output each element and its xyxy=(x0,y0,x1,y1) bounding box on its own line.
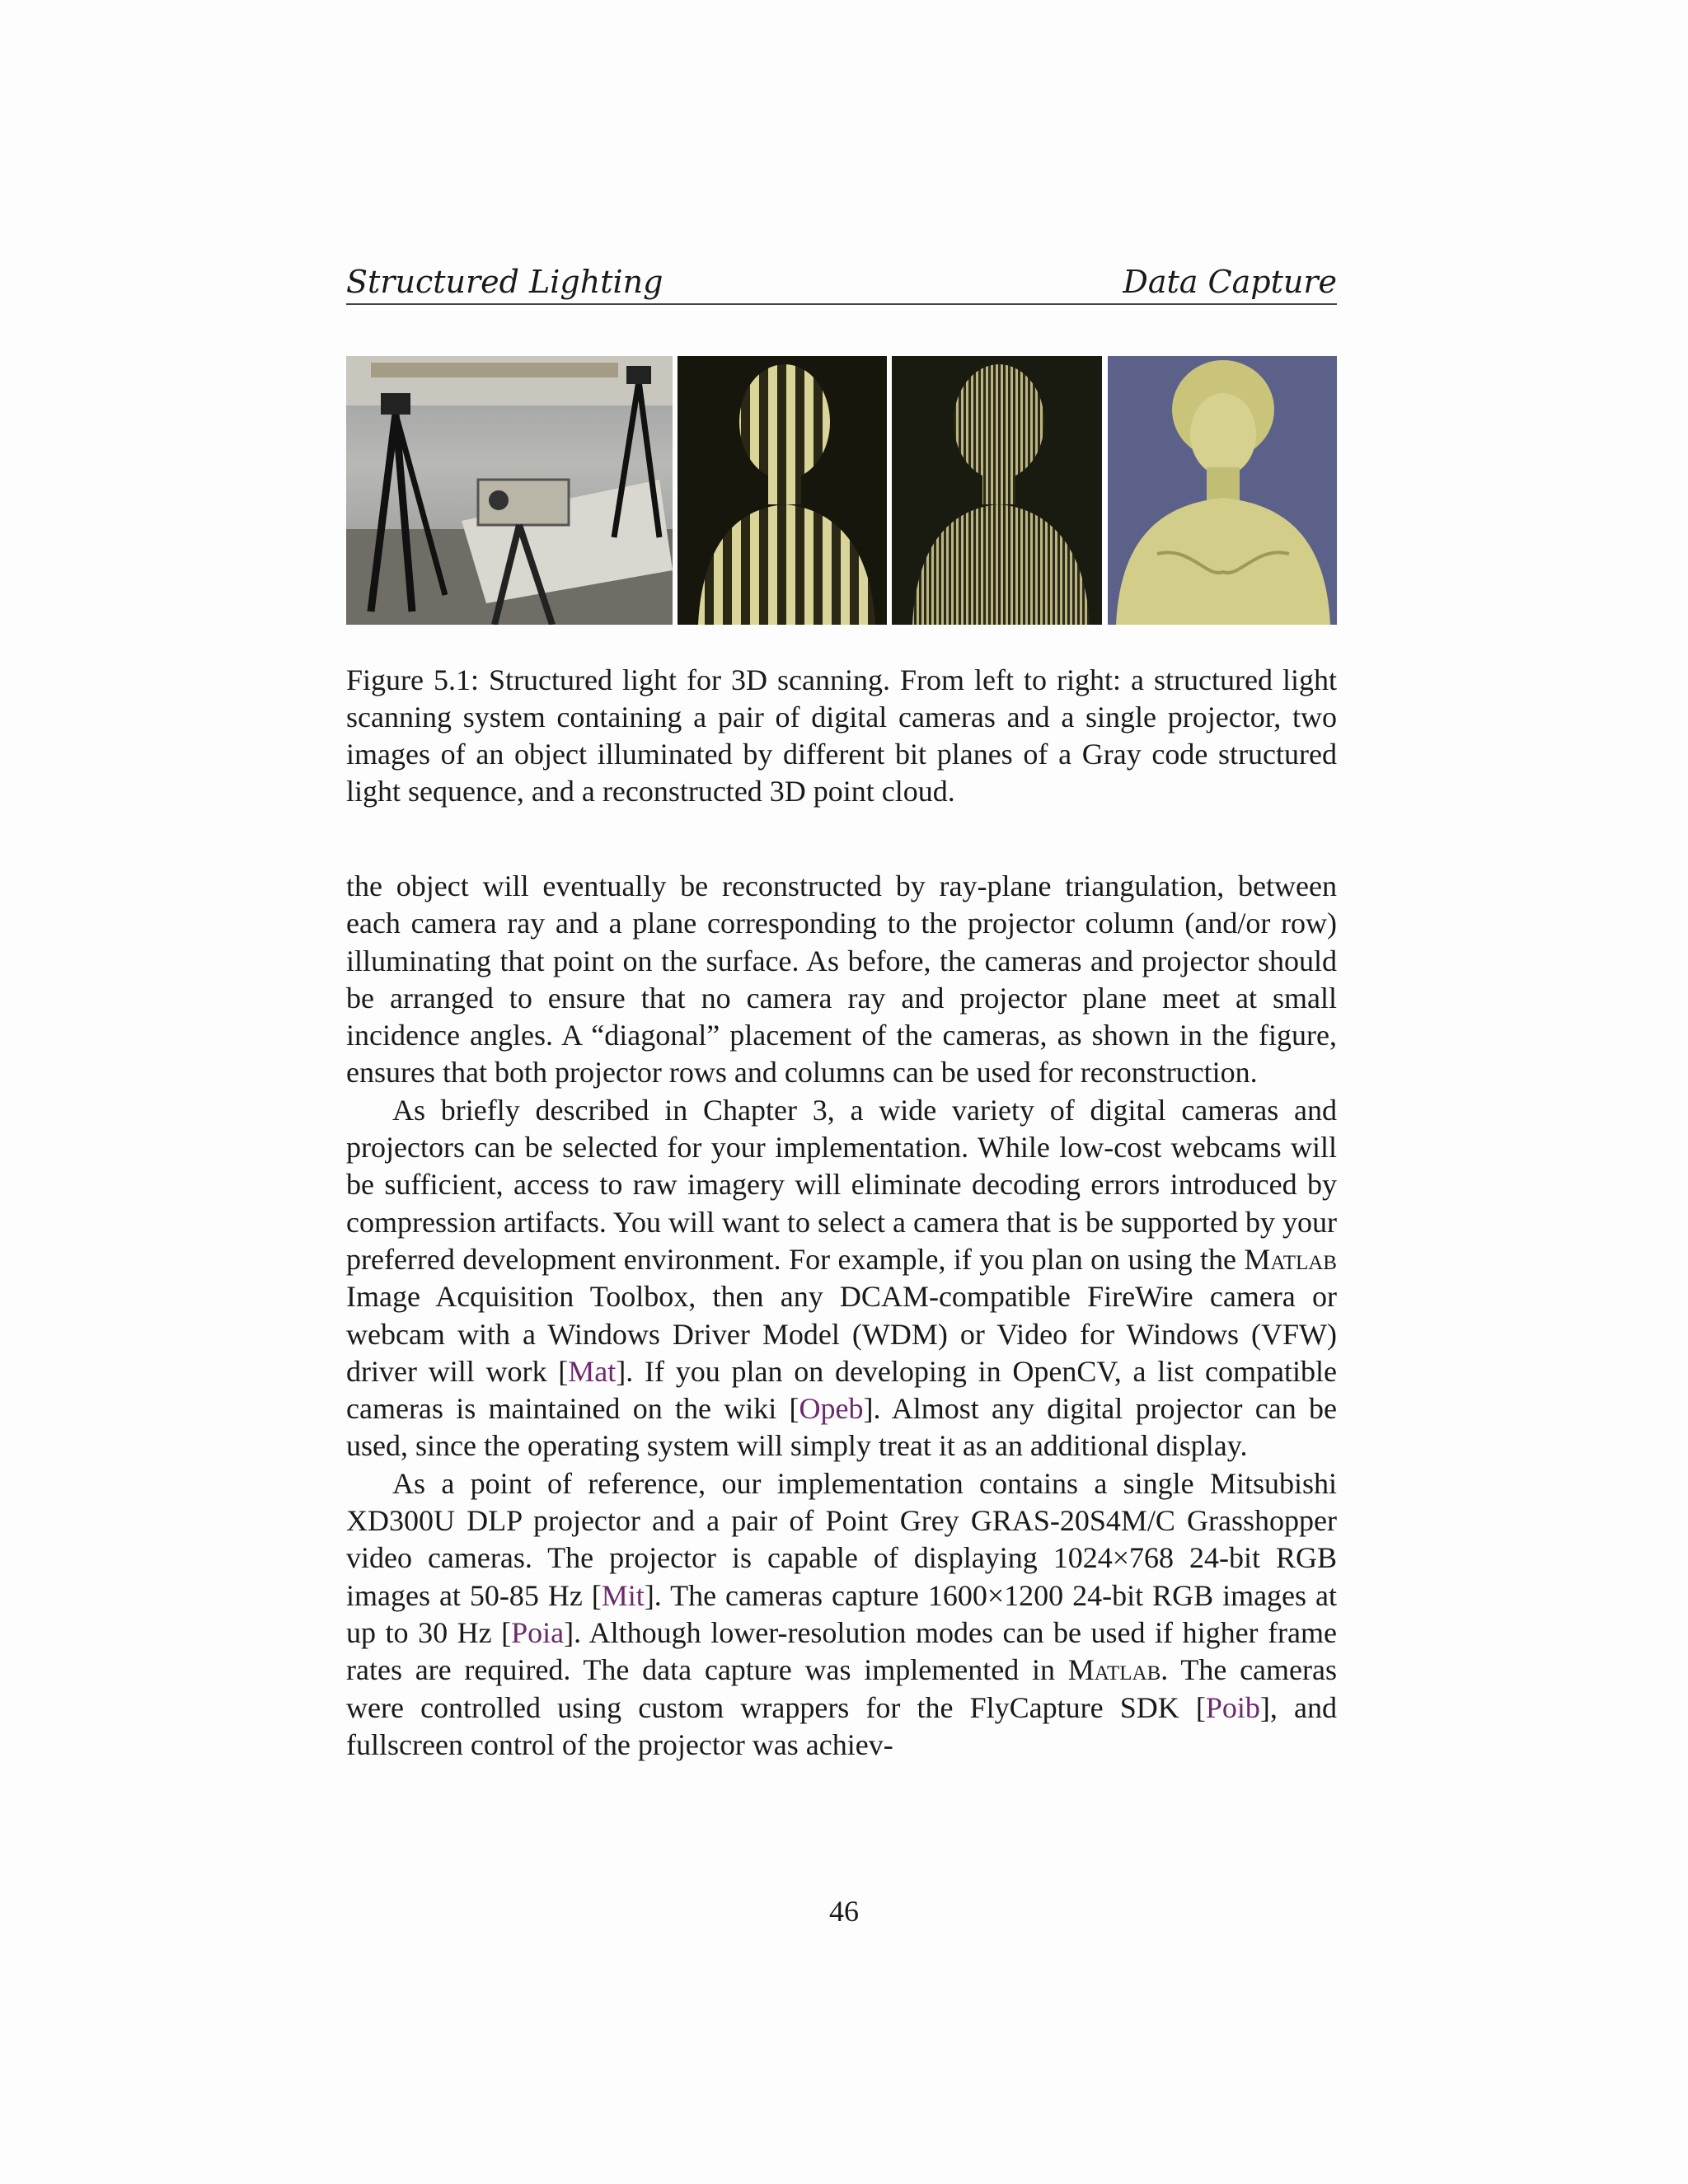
gray-code-image-wide-stripes xyxy=(678,356,887,625)
paragraph-2: As briefly described in Chapter 3, a wide variety of digital cameras and projectors can be selected for your implementation. While low-cost webcams will be sufficient, access to raw imagery will eliminate decoding errors introduced by compression artifacts. You will want to select a camera that is be supported by your preferred development environment. For example, if you plan on using the Matlab Image Acquisition Toolbox, then any DCAM-compatible FireWire camera or webcam with a Windows Driver Model (WDM) or Video for Windows (VFW) driver will work [Mat]. If you plan on developing in OpenCV, a list compatible cameras is maintained on the wiki [Opeb]. Almost any digital projector can be used, since the operating system will simply treat it as an additional display. xyxy=(346,1093,1337,1463)
citation-mit[interactable]: Mit xyxy=(601,1578,645,1612)
matlab-name: Matlab xyxy=(1067,1653,1161,1687)
reconstructed-point-cloud xyxy=(1108,356,1337,625)
gray-code-image-fine-stripes xyxy=(892,356,1102,625)
running-header xyxy=(346,260,1337,305)
header-chapter-title: Structured Lighting xyxy=(346,264,663,300)
figure-5-1 xyxy=(346,356,1337,625)
citation-poib[interactable]: Poib xyxy=(1205,1690,1260,1724)
paragraph-1: the object will eventually be reconstructed by ray-plane triangulation, between each camera ray and a plane corresponding to the projector column (and/or row) illuminating that point on the surface. As before, the cameras and projector should be arranged to ensure that no camera ray and projector plane meet at small incidence angles. A “diagonal” placement of the cameras, as shown in the figure, ensures that both projector rows and columns can be used for reconstruction. xyxy=(346,869,1337,1090)
header-section-title: Data Capture xyxy=(1123,264,1337,300)
page-number: 46 xyxy=(829,1895,859,1928)
scanner-setup-photo xyxy=(346,356,673,625)
citation-mat[interactable]: Mat xyxy=(568,1354,617,1388)
paragraph-3: As a point of reference, our implementation contains a single Mitsubishi XD300U DLP projector and a pair of Point Grey GRAS-20S4M/C Grasshopper video cameras. The projector is capable of displaying 1024×768 24-bit RGB images at 50-85 Hz [Mit]. The cameras capture 1600×1200 24-bit RGB images at up to 30 Hz [Poia]. Although lower-resolution modes can be used if higher frame rates are required. The data capture was implemented in Matlab. The cameras were controlled using custom wrappers for the FlyCapture SDK [Poib], and fullscreen control of the projector was achiev- xyxy=(346,1466,1338,1761)
figure-caption: Figure 5.1: Structured light for 3D scanning. From left to right: a structured light scanning system containing a pair of digital cameras and a single projector, two images of an object illuminated by different bit planes of a Gray code structured light sequence, and a reconstructed 3D point cloud. xyxy=(346,663,1337,808)
citation-poia[interactable]: Poia xyxy=(511,1615,565,1649)
citation-opeb[interactable]: Opeb xyxy=(799,1392,864,1426)
matlab-name: Matlab xyxy=(1244,1242,1337,1276)
body-text xyxy=(346,868,1337,1764)
